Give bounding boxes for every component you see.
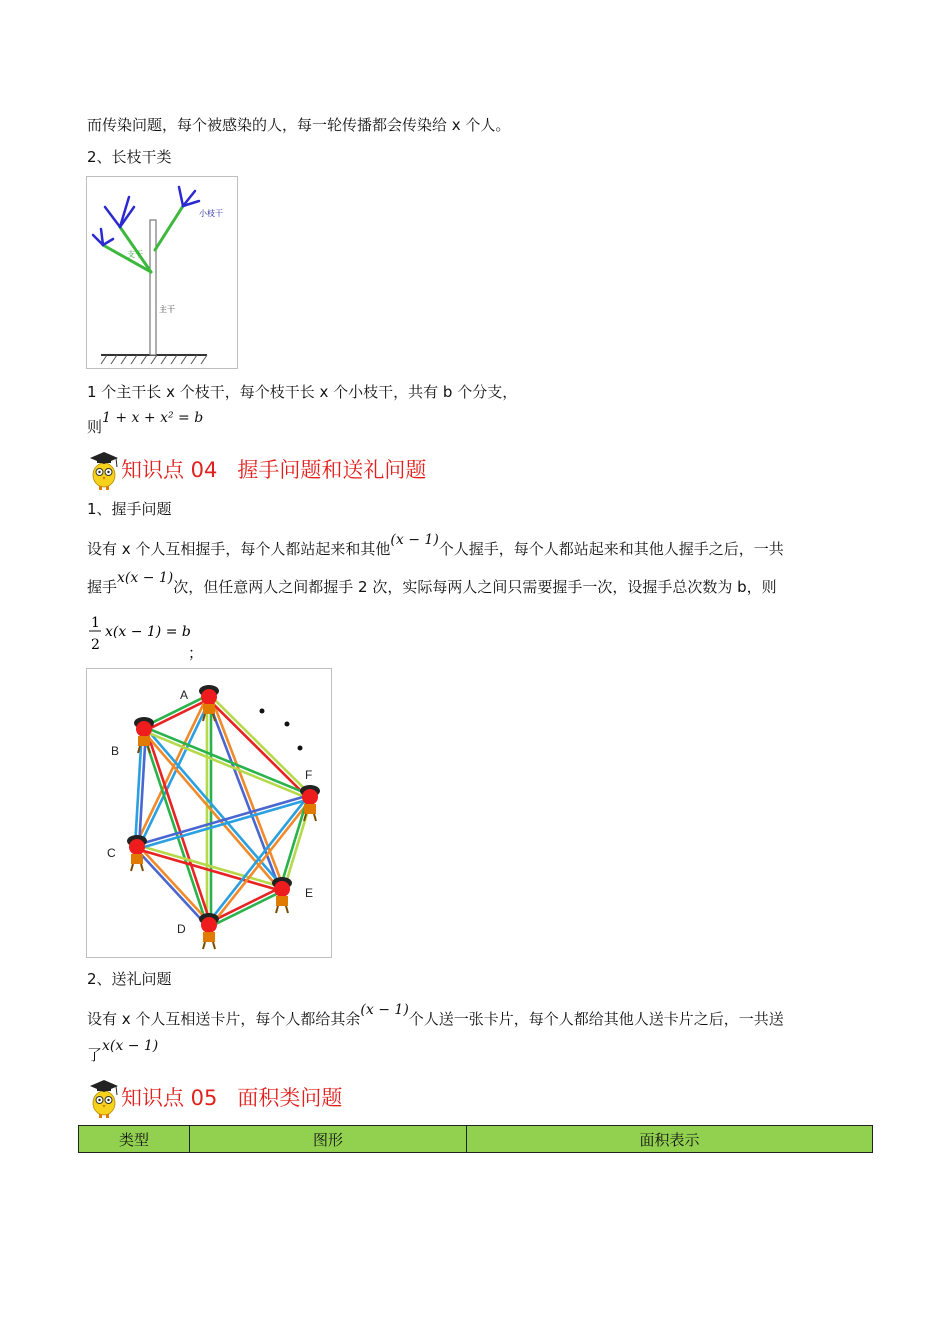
handshake-expr-x-x-minus-1: x(x − 1) [117, 570, 174, 586]
branch-text: 1 个主干长 x 个枝干，每个枝干长 x 个小枝干，共有 b 个分支， [87, 383, 518, 401]
person-label: C [107, 846, 116, 860]
handshake-line [208, 698, 309, 798]
person-label: F [305, 768, 313, 782]
owl-scholar-icon [87, 1077, 121, 1119]
handshake-line-2-b: 次，但任意两人之间都握手 2 次，实际每两人之间只需要握手一次，设握手总次数为 b，则 [173, 578, 777, 596]
handshake-formula [87, 609, 197, 655]
fraction-denominator: 2 [91, 637, 100, 653]
section-04-subtitle: 握手问题和送礼问题 [237, 458, 427, 482]
tree-diagram [86, 176, 238, 369]
table-header-figure: 图形 [190, 1126, 467, 1153]
branch-formula: 1 + x + x² = b [102, 410, 204, 426]
ellipsis-dot [298, 746, 303, 751]
section-05-title: 知识点 05 [121, 1086, 218, 1110]
trunk-label: 主干 [159, 305, 175, 314]
person-d [199, 913, 219, 949]
handshake-line [136, 795, 309, 845]
gift-line-2-a: 了 [87, 1046, 103, 1064]
branch-section-heading: 2、长枝干类 [87, 148, 172, 166]
handshake-diagram [86, 668, 332, 958]
handshake-line [208, 887, 281, 923]
handshake-line [145, 699, 210, 731]
section-04-title: 知识点 04 [121, 458, 218, 482]
handshake-expr-x-minus-1: (x − 1) [390, 532, 439, 548]
gift-expr-x-minus-1: (x − 1) [360, 1002, 409, 1018]
handshake-line [280, 796, 308, 888]
section-05-subtitle: 面积类问题 [237, 1086, 343, 1110]
handshake-line-2 [87, 570, 777, 599]
handshake-line-1 [87, 532, 784, 561]
ellipsis-dot [285, 722, 290, 727]
handshake-line [211, 696, 284, 888]
handshake-line-2-a: 握手 [87, 578, 118, 596]
handshake-line-1-a: 设有 x 个人互相握手，每个人都站起来和其他 [87, 540, 391, 558]
fraction-rest: x(x − 1) = b [105, 624, 191, 640]
gift-expr-x-x-minus-1: x(x − 1) [102, 1038, 159, 1054]
branch-formula-prefix: 则 [87, 418, 103, 436]
handshake-line-1-b: 个人握手，每个人都站起来和其他人握手之后，一共 [438, 540, 784, 558]
gift-line-1 [87, 1002, 784, 1031]
handshake-line [138, 846, 210, 924]
branch-label: 支干 [127, 250, 143, 259]
table-header-area: 面积表示 [467, 1126, 873, 1153]
handshake-heading: 1、握手问题 [87, 500, 172, 518]
person-label: A [180, 688, 189, 702]
gift-line-1-b: 个人送一张卡片，每个人都给其他人送卡片之后，一共送 [408, 1010, 784, 1028]
person-label: D [177, 922, 186, 936]
gift-heading: 2、送礼问题 [87, 970, 172, 988]
fraction-numerator: 1 [91, 615, 100, 631]
gift-line-1-a: 设有 x 个人互相送卡片，每个人都给其余 [87, 1010, 361, 1028]
branch-formula-line [87, 410, 204, 439]
area-problem-table [78, 1125, 873, 1153]
table-header-row [79, 1126, 873, 1153]
gift-line-2 [87, 1038, 159, 1067]
small-branch-label: 小枝干 [199, 209, 223, 218]
person-label: B [111, 744, 120, 758]
intro-line: 而传染问题，每个被感染的人，每一轮传播都会传染给 x 个人。 [87, 116, 511, 134]
handshake-line [207, 698, 280, 890]
table-header-type: 类型 [79, 1126, 190, 1153]
handshake-line [211, 798, 312, 926]
ellipsis-dot [260, 709, 265, 714]
handshake-line [136, 849, 281, 891]
handshake-semicolon: ； [188, 644, 204, 662]
person-label: E [305, 886, 314, 900]
owl-scholar-icon [87, 449, 121, 491]
